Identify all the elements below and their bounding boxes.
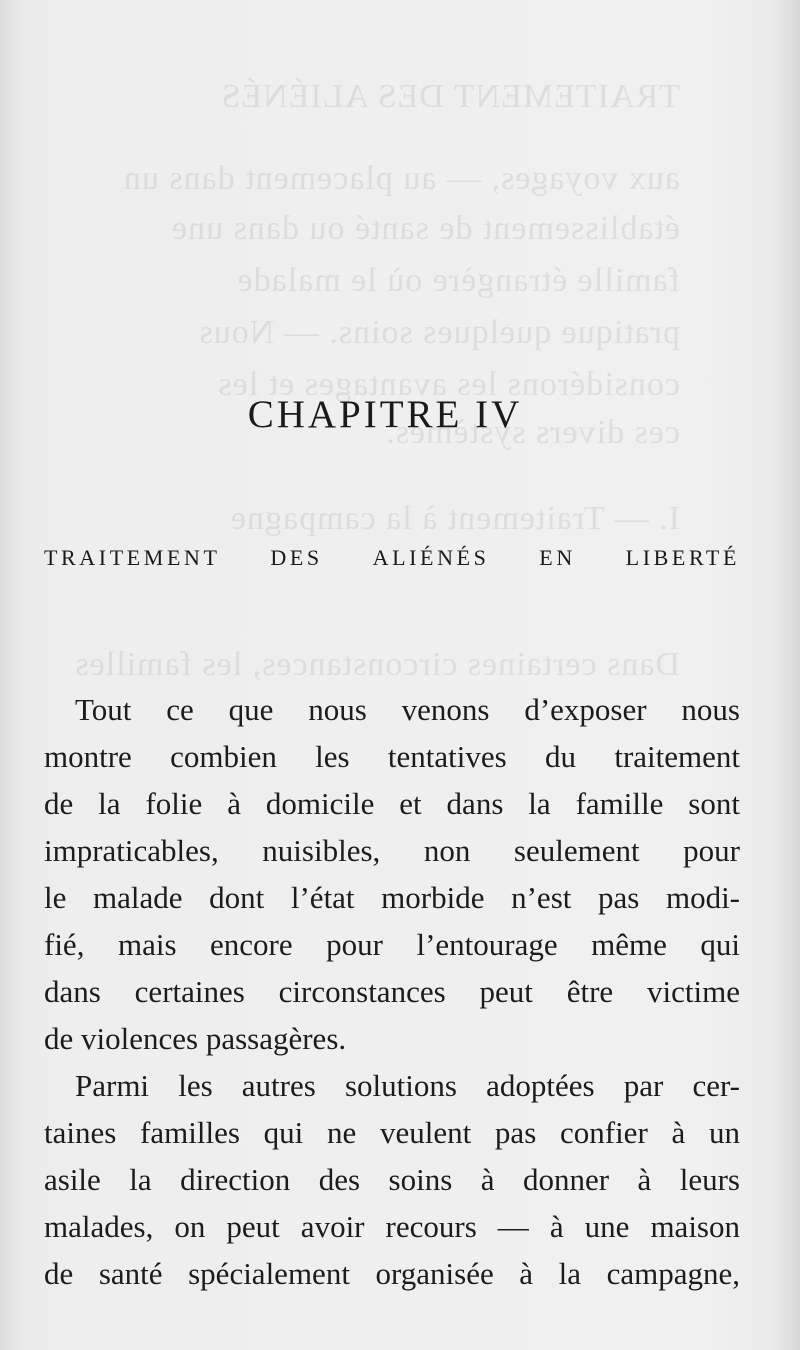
text-line: de violences passagères. bbox=[44, 1021, 347, 1056]
text-line: dans certaines circonstances peut être victime bbox=[44, 974, 740, 1009]
paragraph bbox=[44, 686, 740, 1062]
chapter-title: CHAPITRE IV bbox=[247, 393, 523, 436]
body-text bbox=[44, 686, 740, 1297]
section-title-word: TRAITEMENT bbox=[44, 545, 221, 570]
text-line: fié, mais encore pour l’entourage même qui bbox=[44, 927, 740, 962]
section-title-word: ALIÉNÉS bbox=[372, 545, 490, 570]
text-line: montre combien les tentatives du traitement bbox=[44, 739, 740, 774]
text-line: Tout ce que nous venons d’exposer nous bbox=[75, 692, 740, 727]
section-title-word: DES bbox=[270, 545, 323, 570]
section-title-word: LIBERTÉ bbox=[625, 545, 740, 570]
text-line: le malade dont l’état morbide n’est pas modi- bbox=[44, 880, 740, 915]
text-line: de la folie à domicile et dans la famille sont bbox=[44, 786, 740, 821]
text-line: de santé spécialement organisée à la campagne, bbox=[44, 1256, 740, 1291]
show-through-text: TRAITEMENT DES ALIÉNÉS aux voyages, — au placement dans un établissement de santé ou dans une famille étrangère où le malade pratique quelques soins. — Nous considérons les avantages et les ces divers systèmes. I. — Traitement à la campagne Dans certaines circonstances, les familles bbox=[74, 78, 680, 683]
paragraph bbox=[44, 1062, 740, 1297]
section-title-word: EN bbox=[539, 545, 576, 570]
section-title bbox=[44, 545, 740, 571]
text-line: impraticables, nuisibles, non seulement pour bbox=[44, 833, 740, 868]
text-line: asile la direction des soins à donner à leurs bbox=[44, 1162, 740, 1197]
text-line: malades, on peut avoir recours — à une maison bbox=[44, 1209, 740, 1244]
text-line: Parmi les autres solutions adoptées par cer- bbox=[75, 1068, 740, 1103]
text-line: taines familles qui ne veulent pas confier à un bbox=[44, 1115, 740, 1150]
